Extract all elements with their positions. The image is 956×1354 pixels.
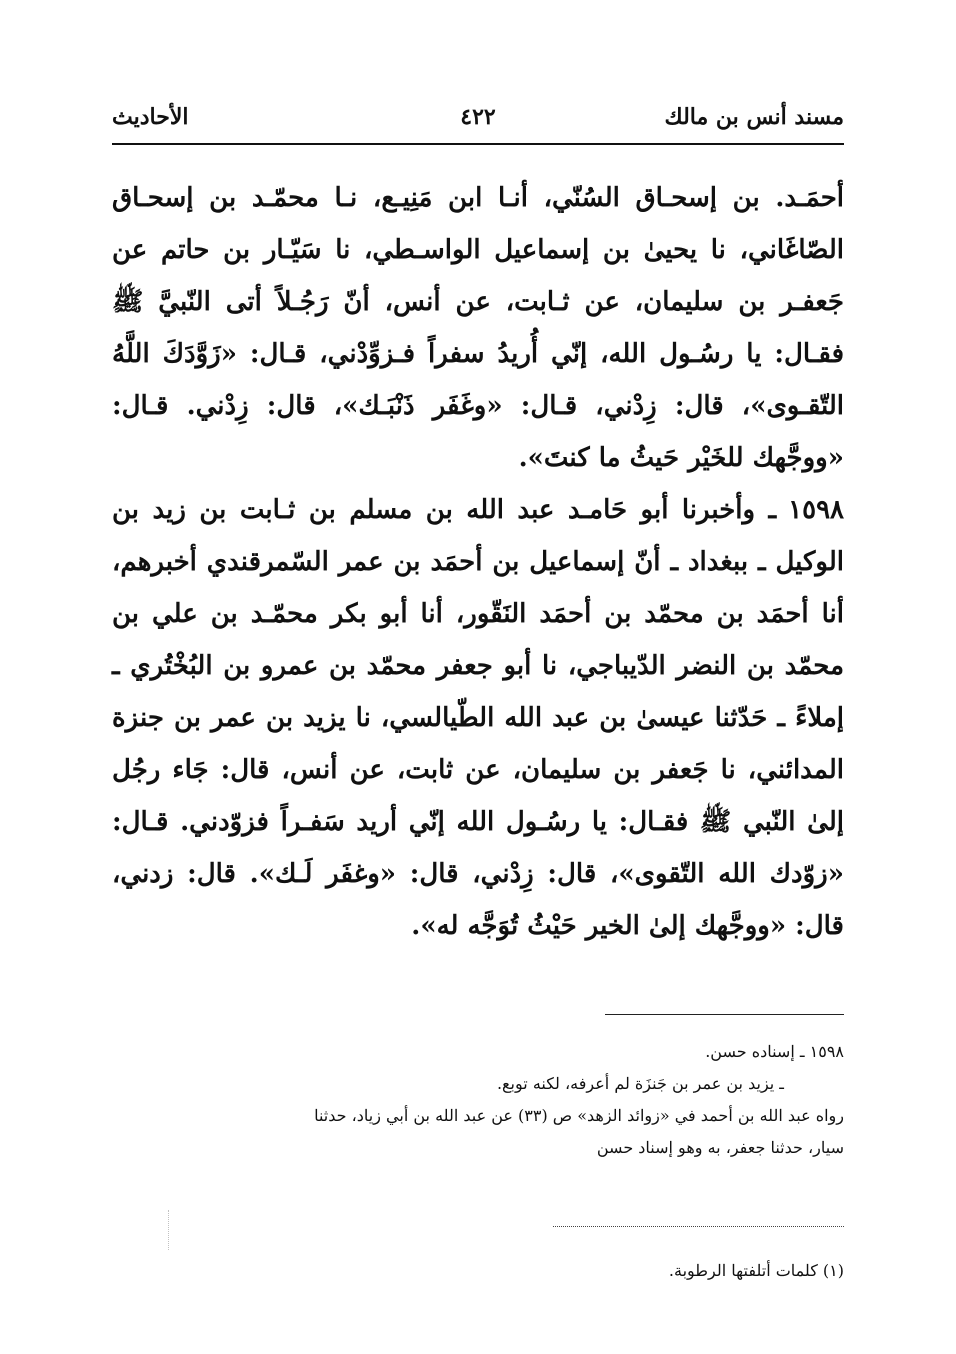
running-header bbox=[112, 104, 844, 144]
footnote-narrator-note: ـ يزيد بن عمر بن جَنزَة لم أعرفه، لكنه توبع. bbox=[496, 1074, 784, 1093]
footnote-source: رواه عبد الله بن أحمد في «زوائد الزهد» ص (٣٣) عن عبد الله بن أبي زياد، حدثنا bbox=[314, 1106, 844, 1125]
section-title: الأحاديث bbox=[112, 104, 189, 130]
main-text bbox=[112, 172, 844, 952]
footnote-damaged-words: (١) كلمات أتلفتها الرطوبة. bbox=[668, 1261, 844, 1280]
paragraph-2 bbox=[112, 484, 844, 952]
page-number: ٤٢٢ bbox=[460, 104, 496, 130]
footnote-grading: ١٥٩٨ ـ إسناده حسن. bbox=[705, 1042, 844, 1061]
footnote-divider-dotted bbox=[553, 1226, 844, 1227]
footnote-divider bbox=[605, 1014, 844, 1015]
book-title: مسند أنس بن مالك bbox=[664, 104, 844, 130]
footnotes bbox=[140, 1036, 844, 1164]
header-divider bbox=[112, 143, 844, 145]
scan-artifact bbox=[168, 1210, 173, 1250]
paragraph-1: أحمَـد. بن إسحـاق السُنّي، أنـا ابن مَنِيـع، نـا محمّـد بن إسحـاق الصّاغَاني، نا يحيىٰ بن إسماعيل الواسـطي، نا سَيّـار بن حاتم عن جَعفـر بن سليمان، عن ثـابت، عن أنس، أنّ رَجُـلاً أتى النّبيَّ ﷺ فقـال: يا رسُـول الله، إنّي أُريدُ سفراً فـزوِّدْني، قـال: «زَوَّدَكَ اللَّهُ التّقـوى»، قال: زِدْني، قـال: «وغَفَر ذَنْبَـك»، قال: زِدْني. قـال: «ووجَّهك للخَيْر حَيثُ ما كنتَ». bbox=[112, 183, 845, 473]
footnote-source-continued: سيار، حدثنا جعفر، به وهو إسناد حسن bbox=[596, 1138, 844, 1157]
bottom-footnote bbox=[140, 1256, 844, 1286]
hadith-number: ١٥٩٨ bbox=[788, 495, 844, 525]
hadith-text: ـ وأخبرنا أبو حَامـد عبد الله بن مسلم بن ثـابت بن زيد بن الوكيل ـ ببغداد ـ أنّ إسماعيل بن أحمَد بن عمر السّمرقندي أخبرهم، أنا أحمَد بن محمّد بن أحمَد النَقّور، أنا أبو بكر محمّـد بن علي بن محمّد بن النضر الدّيباجي، نا أبو جعفر محمّد بن عمرو بن البُخْتُري ـ إملاءً ـ حَدّثنا عيسىٰ بن عبد الله الطّيالسي، نا يزيد بن عمر بن جنزة المدائني، نا جَعفر بن سليمان، عن ثابت، عن أنس، قال: جَاء رجُل إلىٰ النّبي ﷺ فقـال: يا رسُـول الله إنّي أريد سَفـراً فزوّدني. قـال: «زوّدك الله التّقوى»، قال: زِدْني، قال: «وغفَر لَـك». قال: زدني، قال: «ووجَّهك إلىٰ الخير حَيْثُ تُوَجَّه له». bbox=[112, 495, 844, 941]
